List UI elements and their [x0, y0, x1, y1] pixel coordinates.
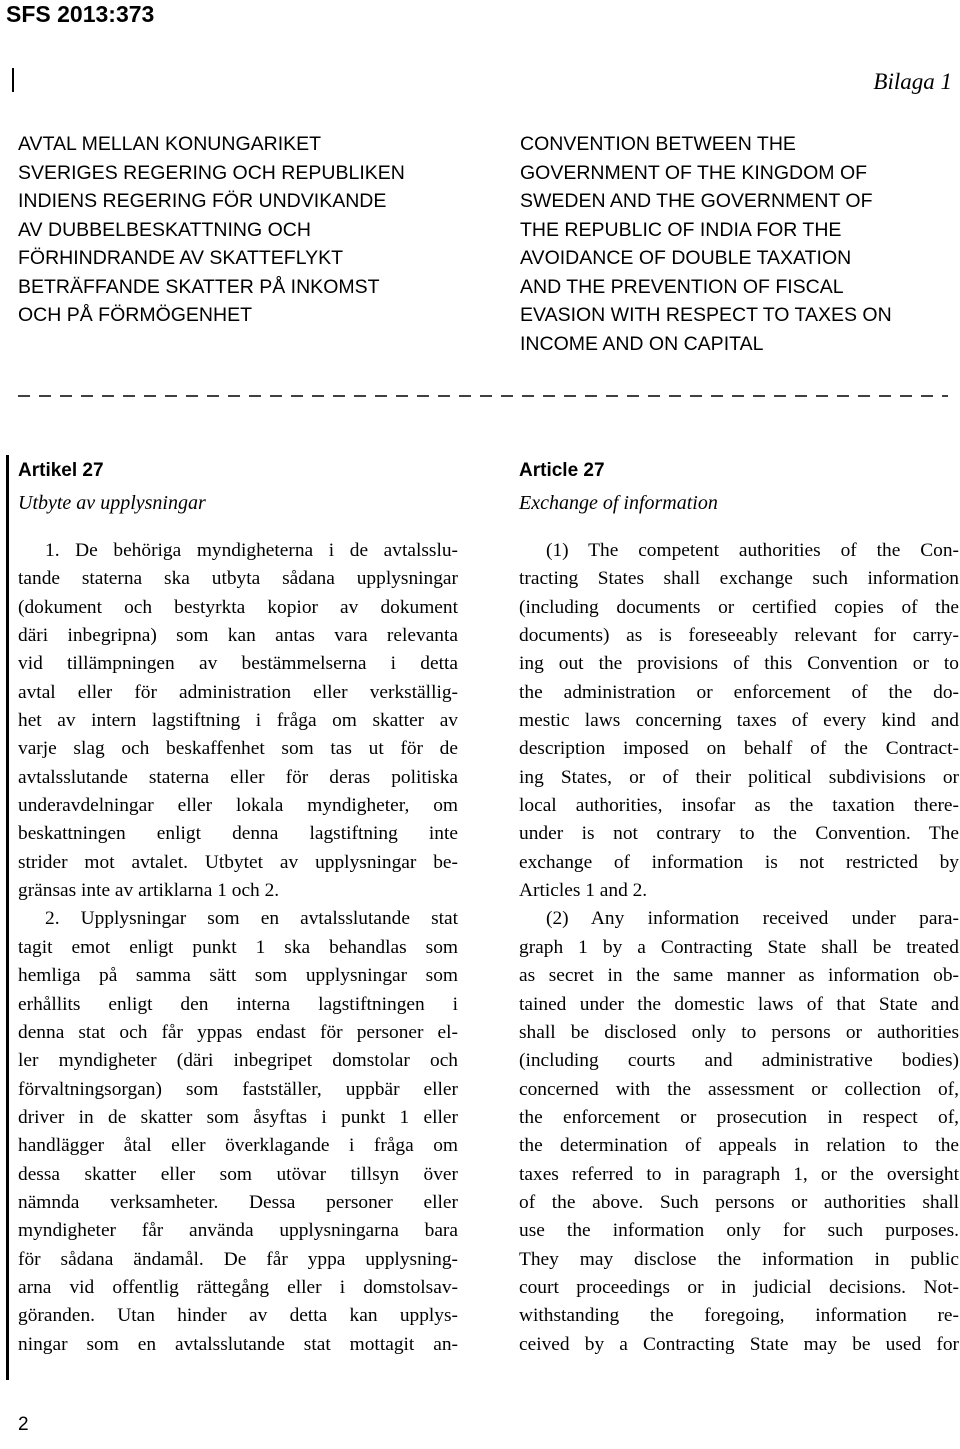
- text-line: 2. Upplysningar som en avtalsslutande stat: [45, 908, 458, 930]
- text-line: mestic laws concerning taxes of every kind and: [519, 710, 959, 732]
- text-line: taxes referred to in paragraph 1, or the oversight: [519, 1163, 959, 1185]
- text-line: arna vid offentlig rättegång eller i domstolsav-: [18, 1276, 458, 1298]
- text-line: denna stat och får yppas endast för personer el-: [18, 1021, 458, 1043]
- text-line: the administration or enforcement of the do-: [519, 681, 959, 703]
- text-line: vid tillämpningen av bestämmelserna i detta: [18, 653, 458, 675]
- text-line: concerned with the assessment or collection of,: [519, 1078, 959, 1100]
- text-line: graph 1 by a Contracting State shall be treated: [519, 936, 959, 958]
- title-line: SVERIGES REGERING OCH REPUBLIKEN: [18, 161, 405, 184]
- text-line: shall be disclosed only to persons or authorities: [519, 1021, 959, 1043]
- text-line: underavdelningar eller lokala myndigheter, om: [18, 795, 458, 817]
- text-line: erhållits enligt den interna lagstiftningen i: [18, 993, 458, 1015]
- dashed-separator: [18, 386, 948, 406]
- title-line: EVASION WITH RESPECT TO TAXES ON: [520, 304, 892, 326]
- title-swedish: [18, 130, 488, 330]
- title-english: [520, 130, 960, 358]
- text-line: handlägger åtal eller överklagande i fråga om: [18, 1135, 458, 1157]
- article-heading: Article 27: [519, 460, 605, 481]
- title-line: OCH PÅ FÖRMÖGENHET: [18, 304, 253, 326]
- paragraph-2: [519, 905, 959, 1359]
- text-line: They may disclose the information in public: [519, 1248, 959, 1270]
- text-line: ing out the provisions of this Convention or to: [519, 653, 959, 675]
- title-line: SWEDEN AND THE GOVERNMENT OF: [520, 190, 873, 212]
- text-line: documents) as is foreseeably relevant for carry-: [519, 625, 959, 647]
- text-line: het av intern lagstiftning i fråga om skatter av: [18, 710, 458, 732]
- text-line: hemliga på samma sätt som upplysningar som: [18, 965, 458, 987]
- text-line: nämnda verksamheter. Dessa personer eller: [18, 1191, 458, 1213]
- text-line: tagit emot enligt punkt 1 ska behandlas som: [18, 936, 458, 958]
- column-swedish: [18, 457, 458, 1359]
- text-line: as secret in the same manner as information ob-: [519, 965, 959, 987]
- title-line: AVOIDANCE OF DOUBLE TAXATION: [520, 247, 852, 269]
- column-english: [519, 457, 959, 1359]
- title-line: THE REPUBLIC OF INDIA FOR THE: [520, 218, 842, 241]
- article-heading: Artikel 27: [18, 460, 104, 481]
- article-subheading: Utbyte av upplysningar: [18, 492, 206, 514]
- text-line: för sådana ändamål. De får yppa upplysning-: [18, 1248, 458, 1270]
- text-line: ningar som en avtalsslutande stat mottagit an-: [18, 1333, 458, 1355]
- text-line: of the above. Such persons or authorities shall: [519, 1191, 959, 1213]
- text-line: description imposed on behalf of the Contract-: [519, 738, 959, 760]
- text-line: (dokument och bestyrkta kopior av dokument: [18, 596, 458, 618]
- text-line: withstanding the foregoing, information re-: [519, 1305, 959, 1327]
- text-line: avtal eller för administration eller verkställig-: [18, 681, 458, 703]
- change-marker-bar: [12, 68, 14, 92]
- text-line: strider mot avtalet. Utbytet av upplysningar be-: [18, 851, 458, 873]
- title-line: BETRÄFFANDE SKATTER PÅ INKOMST: [18, 275, 380, 298]
- text-line: use the information only for such purposes.: [519, 1220, 959, 1242]
- title-line: AVTAL MELLAN KONUNGARIKET: [18, 133, 322, 155]
- paragraph-1: [18, 537, 458, 905]
- text-line: förvaltningsorgan) som fastställer, uppbär eller: [18, 1078, 458, 1100]
- appendix-label: Bilaga 1: [873, 69, 952, 94]
- text-line: däri inbegripna) som kan antas vara relevanta: [18, 625, 458, 647]
- text-line: the enforcement or prosecution in respect of,: [519, 1106, 959, 1128]
- text-line: court proceedings or in judicial decisions. Not-: [519, 1276, 959, 1298]
- paragraph-1: [519, 537, 959, 905]
- title-line: INCOME AND ON CAPITAL: [520, 332, 764, 355]
- text-line: (including documents or certified copies of the: [519, 596, 959, 618]
- text-line: local authorities, insofar as the taxation there-: [519, 795, 959, 817]
- text-line: Articles 1 and 2.: [519, 880, 648, 902]
- title-line: GOVERNMENT OF THE KINGDOM OF: [520, 161, 868, 184]
- text-line: under is not contrary to the Convention. The: [519, 823, 959, 845]
- text-line: (2) Any information received under para-: [546, 908, 959, 930]
- title-line: AV DUBBELBESKATTNING OCH: [18, 218, 311, 241]
- text-line: 1. De behöriga myndigheterna i de avtalsslu-: [45, 540, 458, 561]
- title-line: AND THE PREVENTION OF FISCAL: [520, 275, 844, 298]
- title-line: INDIENS REGERING FÖR UNDVIKANDE: [18, 190, 387, 212]
- title-line: CONVENTION BETWEEN THE: [520, 133, 796, 155]
- text-line: ing States, or of their political subdivisions or: [519, 766, 959, 788]
- page-number: 2: [18, 1414, 29, 1435]
- text-line: tained under the domestic laws of that State and: [519, 993, 959, 1015]
- text-line: (including courts and administrative bodies): [519, 1050, 959, 1072]
- text-line: beskattningen enligt denna lagstiftning inte: [18, 823, 458, 845]
- text-line: dessa skatter eller som utövar tillsyn över: [18, 1163, 458, 1185]
- title-line: FÖRHINDRANDE AV SKATTEFLYKT: [18, 247, 344, 269]
- text-line: varje slag och beskaffenhet som tas ut för de: [18, 738, 458, 760]
- text-line: avtalsslutande staterna eller för deras politiska: [18, 766, 458, 788]
- text-line: ler myndigheter (däri inbegripet domstolar och: [18, 1050, 458, 1072]
- text-line: göranden. Utan hinder av detta kan upplys-: [18, 1305, 458, 1327]
- change-marker-bar: [6, 455, 9, 1380]
- article-subheading: Exchange of information: [519, 492, 718, 514]
- paragraph-2: [18, 905, 458, 1359]
- text-line: (1) The competent authorities of the Con-: [546, 540, 959, 561]
- text-line: gränsas inte av artiklarna 1 och 2.: [18, 880, 280, 902]
- text-line: the determination of appeals in relation to the: [519, 1135, 959, 1157]
- text-line: tande staterna ska utbyta sådana upplysningar: [18, 568, 458, 590]
- sfs-number: SFS 2013:373: [6, 1, 155, 27]
- text-line: ceived by a Contracting State may be used for: [519, 1333, 959, 1355]
- text-line: exchange of information is not restricted by: [519, 851, 959, 873]
- text-line: myndigheter får använda upplysningarna bara: [18, 1220, 458, 1242]
- text-line: driver in de skatter som åsyftas i punkt 1 eller: [18, 1106, 458, 1128]
- text-line: tracting States shall exchange such information: [519, 568, 959, 590]
